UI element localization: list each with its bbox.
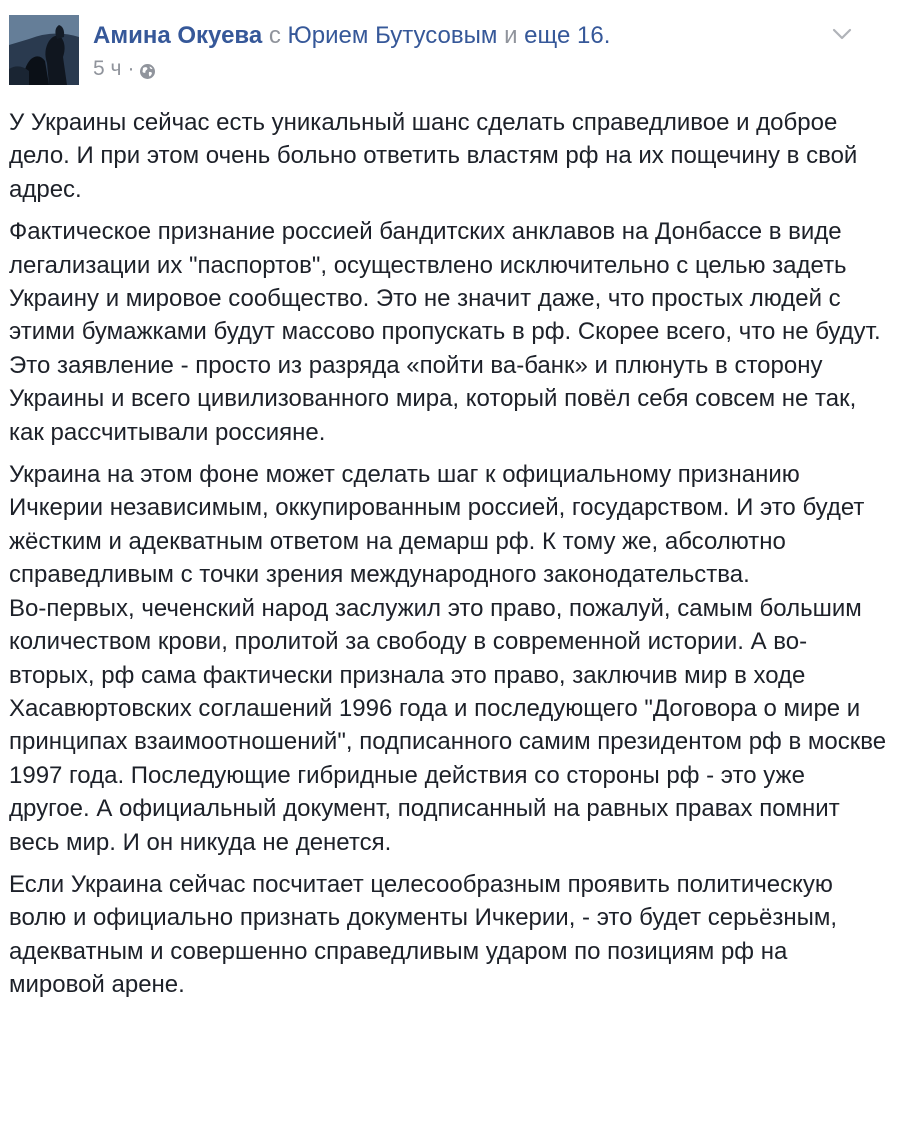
post-meta (93, 56, 156, 82)
post-paragraph-3 (9, 458, 889, 859)
paragraph-text: Во-первых, чеченский народ заслужил это право, пожалуй, самым большим количеством крови, пролитой за свободу в современной истории. А во-вторых, рф сама фактически признала это право, заключив мир в ходе Хасавюртовских соглашений 1996 года и последующего "Договора о мире и принципах взаимоотношений", подписанного самим президентом рф в москве 1997 года. Последующие гибридные действия со стороны рф - это уже другое. А официальный документ, подписанный на равных правах помнит весь мир. И он никуда не денется. (9, 594, 887, 856)
post-header (9, 15, 899, 89)
author-name-link[interactable]: Амина Окуева (93, 22, 263, 49)
and-word: и (504, 22, 518, 49)
post-paragraph-2 (9, 215, 889, 449)
tagged-person-link[interactable]: Юрием Бутусовым (287, 22, 498, 49)
post-body (9, 106, 889, 1011)
meta-separator: · (127, 57, 135, 80)
avatar-image (9, 15, 79, 85)
paragraph-text: Украина на этом фоне может сделать шаг к официальному признанию Ичкерии независимым, оккупированным россией, государством. И это будет жёстким и адекватным ответом на демарш рф. К тому же, абсолютно справедливым с точки зрения международного законодательства. (9, 461, 865, 589)
author-line (93, 21, 610, 51)
post-timestamp[interactable]: 5 ч (93, 57, 122, 80)
post-paragraph-4 (9, 868, 889, 1002)
paragraph-text: Это заявление - просто из разряда «пойти ва-банк» и плюнуть в сторону Украины и всего цивилизованного мира, который повёл себя совсем не так, как рассчитывали россияне. (9, 351, 857, 446)
author-avatar[interactable] (9, 15, 79, 85)
paragraph-text: У Украины сейчас есть уникальный шанс сделать справедливое и доброе дело. И при этом очень больно ответить властям рф на их пощечину в свой адрес. (9, 109, 858, 203)
tagged-others-link[interactable]: еще 16. (524, 22, 611, 49)
globe-icon[interactable] (139, 61, 156, 78)
paragraph-text: Фактическое признание россией бандитских анклавов на Донбассе в виде легализации их "паспортов", осуществлено исключительно с целью задеть Украину и мировое сообщество. Это не значит даже, что простых людей с этими бумажками будут массово пропускать в рф. Скорее всего, что не будут. (9, 218, 881, 346)
post-paragraph-1 (9, 106, 889, 206)
with-prefix: с (268, 22, 281, 49)
paragraph-text: Если Украина сейчас посчитает целесообразным проявить политическую волю и официально признать документы Ичкерии, - это будет серьёзным, адекватным и совершенно справедливым ударом по позициям рф на мировой арене. (9, 870, 838, 999)
chevron-down-icon[interactable] (831, 23, 853, 45)
